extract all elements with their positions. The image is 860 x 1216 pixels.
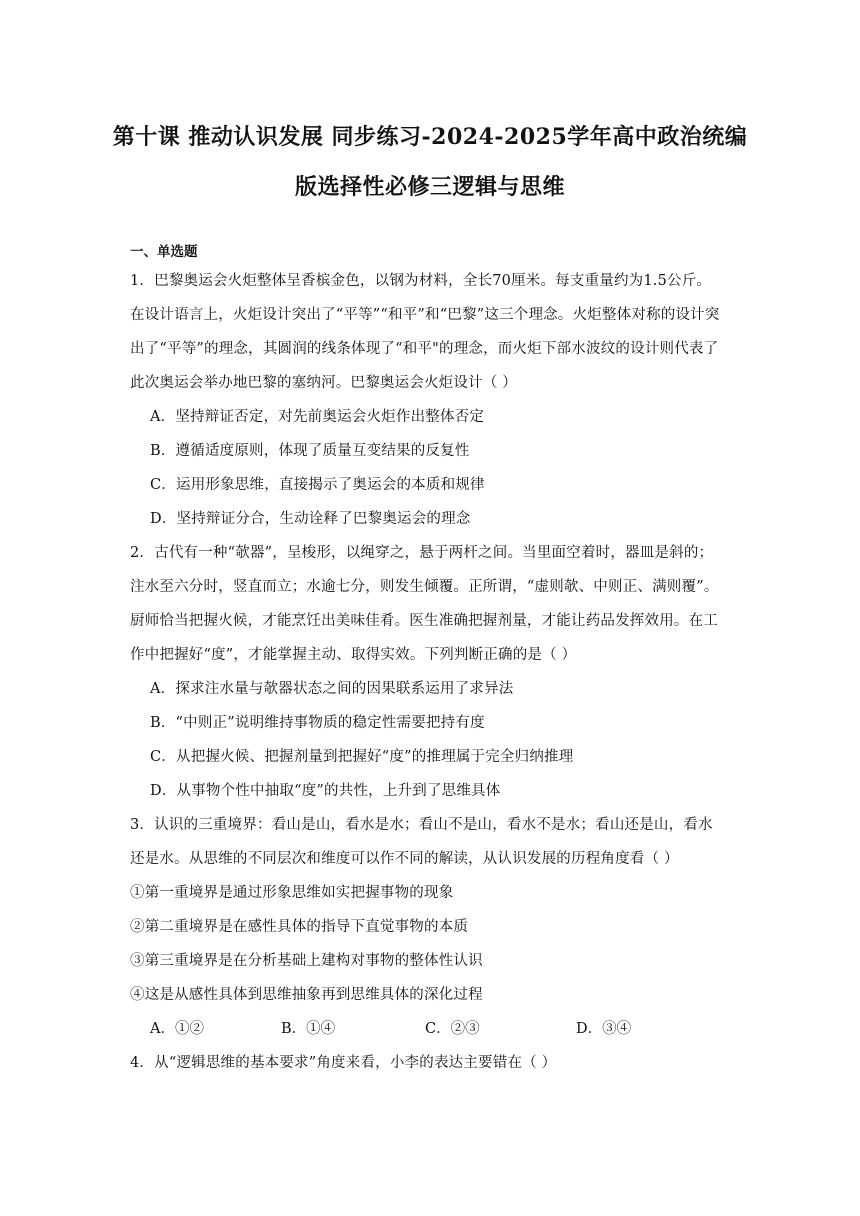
question-1-option-b: B．遵循适度原则，体现了质量互变结果的反复性: [150, 443, 470, 459]
question-1-stem-line-3: 出了“平等”的理念，其圆润的线条体现了“和平"的理念，而火炬下部水波纹的设计则代表了: [130, 341, 719, 357]
question-3-option-a: A．①②: [150, 1021, 204, 1037]
question-2-option-b: B．“中则正”说明维持事物质的稳定性需要把持有度: [150, 715, 485, 731]
question-3-stem-line-2: 还是水。从思维的不同层次和维度可以作不同的解读，从认识发展的历程角度看（ ）: [130, 851, 679, 867]
question-1-option-d: D．坚持辩证分合，生动诠释了巴黎奥运会的理念: [150, 511, 471, 527]
title-line-2: 版选择性必修三逻辑与思维: [294, 174, 565, 200]
question-1: [130, 264, 730, 536]
document-title: [90, 112, 770, 212]
question-3-option-d: D．③④: [576, 1021, 632, 1037]
question-2-stem-line-2: 注水至六分时，竖直而立；水逾七分，则发生倾覆。正所谓，“虚则欹、中则正、满则覆”。: [130, 579, 719, 595]
question-2-option-c: C．从把握火候、把握剂量到把握好“度”的推理属于完全归纳推理: [150, 749, 574, 765]
question-2-stem-line-3: 厨师恰当把握火候，才能烹饪出美味佳肴。医生准确把握剂量，才能让药品发挥效用。在工: [130, 613, 718, 629]
question-3-statement-4: ④这是从感性具体到思维抽象再到思维具体的深化过程: [130, 987, 483, 1003]
question-3-statement-2: ②第二重境界是在感性具体的指导下直觉事物的本质: [130, 919, 469, 935]
question-3-statement-3: ③第三重境界是在分析基础上建构对事物的整体性认识: [130, 953, 483, 969]
question-3-statement-1: ①第一重境界是通过形象思维如实把握事物的现象: [130, 885, 454, 901]
question-2-option-a: A．探求注水量与欹器状态之间的因果联系运用了求异法: [150, 681, 514, 697]
question-3-option-c: C．②③: [425, 1021, 480, 1037]
question-3-options: [130, 1012, 730, 1046]
question-2-stem-line-4: 作中把握好“度”，才能掌握主动、取得实效。下列判断正确的是（ ）: [130, 647, 577, 663]
question-4-stem-line-1: 4．从“逻辑思维的基本要求”角度来看，小李的表达主要错在（ ）: [130, 1055, 557, 1071]
question-3-option-b: B．①④: [281, 1021, 336, 1037]
question-1-option-a: A．坚持辩证否定，对先前奥运会火炬作出整体否定: [150, 409, 485, 425]
question-1-option-c: C．运用形象思维，直接揭示了奥运会的本质和规律: [150, 477, 485, 493]
question-1-stem-line-1: 1．巴黎奥运会火炬整体呈香槟金色，以钢为材料，全长70厘米。每支重量约为1.5公斤。: [130, 273, 712, 289]
question-1-stem-line-4: 此次奥运会举办地巴黎的塞纳河。巴黎奥运会火炬设计（ ）: [130, 375, 518, 391]
question-3: [130, 808, 730, 1046]
question-4: [130, 1046, 730, 1080]
question-2-stem-line-1: 2．古代有一种“欹器”，呈梭形，以绳穿之，悬于两杆之间。当里面空着时，器皿是斜的；: [130, 545, 714, 561]
question-3-stem-line-1: 3．认识的三重境界：看山是山，看水是水；看山不是山，看水不是水；看山还是山，看水: [130, 817, 713, 833]
question-2: [130, 536, 730, 808]
question-list: [130, 264, 730, 1080]
title-line-1: 第十课 推动认识发展 同步练习-2024-2025学年高中政治统编: [112, 124, 748, 150]
section-heading: 一、单选题: [130, 244, 198, 260]
question-2-option-d: D．从事物个性中抽取“度”的共性，上升到了思维具体: [150, 783, 501, 799]
question-1-stem-line-2: 在设计语言上，火炬设计突出了“平等”“和平”和“巴黎”这三个理念。火炬整体对称的设计突: [130, 307, 720, 323]
